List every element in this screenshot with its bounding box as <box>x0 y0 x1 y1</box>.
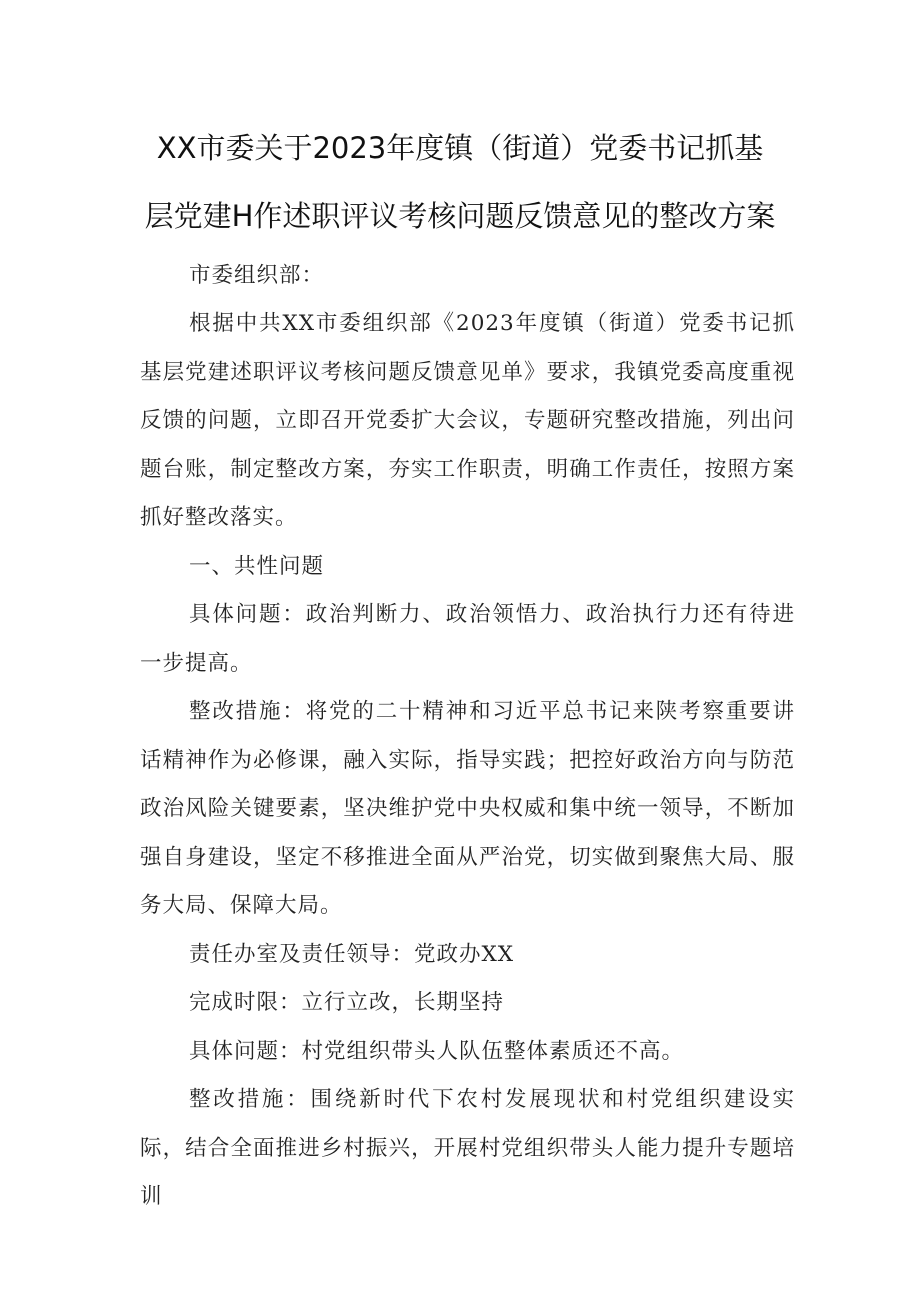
paragraph-measures-1: 整改措施：将党的二十精神和习近平总书记来陕考察重要讲话精神作为必修课，融入实际，指导实践；把控好政治方向与防范政治风险关键要素，坚决维护党中央权威和集中统一领导，不断加强自身建设，坚定不移推进全面从严治党，切实做到聚焦大局、服务大局、保障大局。 <box>140 699 795 918</box>
paragraph-measures-2: 整改措施：围绕新时代下农村发展现状和村党组织建设实际，结合全面推进乡村振兴，开展村党组织带头人能力提升专题培训 <box>140 1087 795 1209</box>
document-body <box>140 300 795 1222</box>
section-heading: 一、共性问题 <box>189 553 325 579</box>
document-title-line-2: 层党建H作述职评议考核问题反馈意见的整改方案 <box>144 199 776 233</box>
paragraph-issue-1: 具体问题：政治判断力、政治领悟力、政治执行力还有待进一步提高。 <box>140 602 795 676</box>
paragraph-responsibility: 责任办室及责任领导：党政办XX <box>189 941 515 967</box>
document-title-line-1: XX市委关于2023年度镇（街道）党委书记抓基 <box>156 131 764 165</box>
paragraph-deadline: 完成时限：立行立改，长期坚持 <box>189 990 505 1015</box>
paragraph-issue-2: 具体问题：村党组织带头人队伍整体素质还不高。 <box>189 1038 685 1064</box>
paragraph-intro: 根据中共XX市委组织部《2023年度镇（街道）党委书记抓基层党建述职评议考核问题反馈意见单》要求，我镇党委高度重视反馈的问题，立即召开党委扩大会议，专题研究整改措施，列出问题台账，制定整改方案，夯实工作职责，明确工作责任，按照方案抓好整改落实。 <box>140 311 795 530</box>
salutation: 市委组织部： <box>189 263 325 288</box>
